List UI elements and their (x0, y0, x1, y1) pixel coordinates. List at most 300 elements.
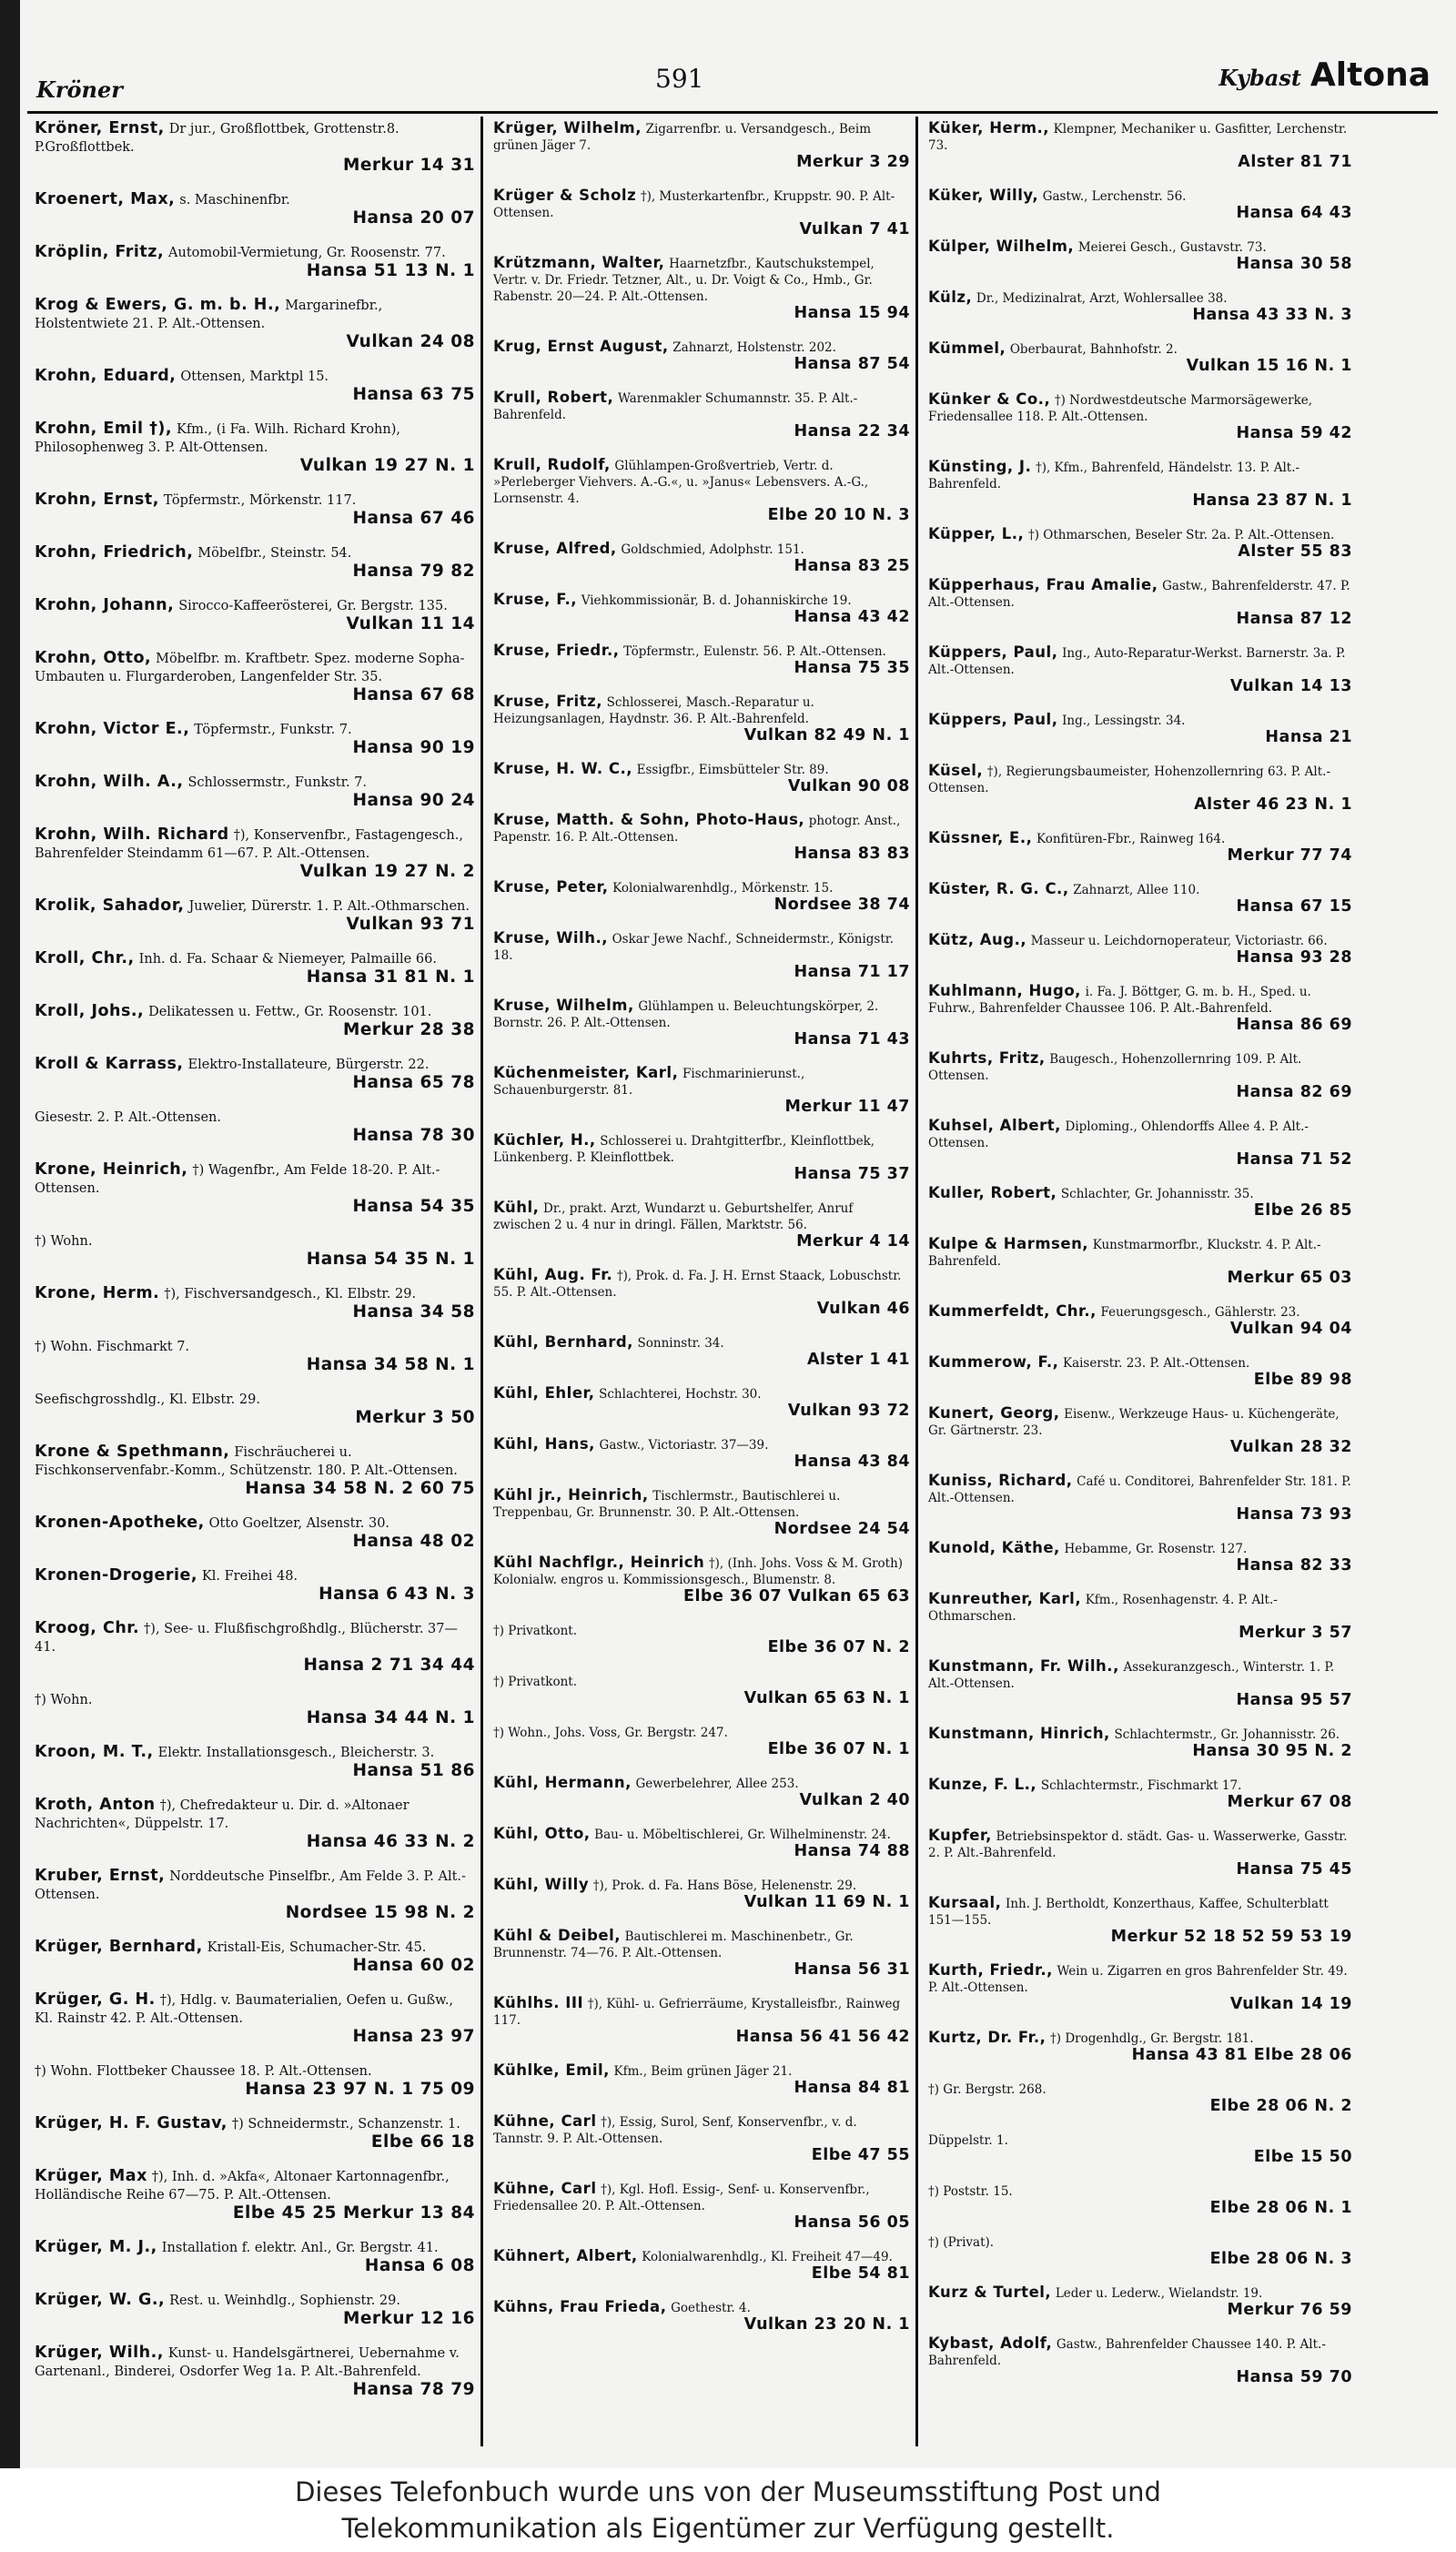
entry-description: Fischräucherei u. Fischkonservenfabr.-Komm., Schützenstr. 180. P. Alt.-Ottensen. (35, 1445, 458, 1478)
directory-entry (921, 1959, 1358, 2016)
entry-text (35, 1744, 475, 1762)
entry-description: Gewerbelehrer, Allee 253. (635, 1777, 799, 1791)
entry-name: Krohn, Johann, (35, 596, 175, 614)
entry-name: Kühl, (493, 1199, 540, 1216)
directory-entry (921, 1114, 1358, 1171)
entry-text (35, 2292, 475, 2310)
entry-description: †), Essig, Surol, Senf, Konservenfbr., v. d. Tannstr. 9. P. Alt.-Ottensen. (493, 2115, 857, 2146)
entry-name: Kruse, Friedr., (493, 642, 620, 659)
entry-text (928, 712, 1352, 729)
entry-phone-number: Elbe 54 81 (811, 2264, 910, 2283)
entry-phone-number: Hansa 74 88 (794, 1842, 910, 1860)
entry-phone-number: Merkur 3 29 (796, 153, 910, 171)
entry-name: Krog & Ewers, G. m. b. H., (35, 296, 281, 314)
entry-text (35, 491, 475, 510)
entry-name: Kühl Nachflgr., Heinrich (493, 1554, 705, 1571)
entry-name: Kruber, Ernst, (35, 1867, 166, 1885)
entry-description: Inh. d. Fa. Schaar & Niemeyer, Palmaille 66. (138, 952, 437, 967)
entry-description: Rest. u. Weinhdlg., Sophienstr. 29. (169, 2294, 400, 2308)
directory-entry (27, 1105, 480, 1148)
entry-name: Kruse, Alfred, (493, 540, 617, 557)
entry-text (35, 1391, 475, 1409)
directory-entry (27, 1793, 480, 1854)
entry-text (928, 526, 1352, 543)
directory-column-1 (27, 116, 480, 2439)
entry-description: Haarnetzfbr., Kautschukstempel, Vertr. v. Dr. Friedr. Tetzner, Alt., u. Dr. Voigt & Co., Hmb., Gr. Rabenstr. 20—24. P. Alt.-Ottensen. (493, 257, 875, 304)
entry-text (928, 2284, 1352, 2302)
entry-name: Kronen-Apotheke, (35, 1514, 205, 1532)
entry-name: Külper, Wilhelm, (928, 238, 1075, 255)
directory-entry (486, 1551, 915, 1608)
entry-description: †) Privatkont. (493, 1624, 577, 1638)
entry-text (493, 1065, 910, 1099)
entry-phone-number: Hansa 54 35 (352, 1197, 475, 1216)
entry-text (35, 826, 475, 863)
entry-name: Krull, Robert, (493, 389, 614, 406)
directory-entry (27, 417, 480, 478)
entry-text (35, 1620, 475, 1656)
entry-phone-number: Merkur 52 18 52 59 53 19 (1110, 1928, 1352, 1946)
entry-description: Baugesch., Hohenzollernring 109. P. Alt. Ottensen. (928, 1052, 1302, 1083)
entry-text (35, 2344, 475, 2381)
entry-description: †), Chefredakteur u. Dir. d. »Altonaer Nachrichten«, Düppelstr. 17. (35, 1798, 410, 1831)
directory-entry (486, 690, 915, 747)
entry-phone-number: Hansa 34 58 (352, 1302, 475, 1322)
entry-phone-number: Alster 55 83 (1238, 542, 1352, 561)
entry-text (35, 1285, 475, 1303)
entry-phone-number: Hansa 34 58 N. 2 60 75 (245, 1479, 475, 1498)
entry-name: Kruse, Wilhelm, (493, 997, 634, 1014)
entry-name: Krüger, Wilh., (35, 2344, 164, 2362)
directory-entry (27, 1158, 480, 1219)
directory-entry (486, 335, 915, 376)
entry-text (928, 1405, 1352, 1439)
entry-name: Krüger, Max (35, 2167, 147, 2185)
entry-text (928, 1118, 1352, 1151)
entry-description: †) Wohn., Johs. Voss, Gr. Bergstr. 247. (493, 1726, 728, 1740)
entry-phone-number: Hansa 34 58 N. 1 (306, 1355, 475, 1374)
entry-phone-number: Hansa 43 84 (794, 1453, 910, 1471)
entry-text (493, 120, 910, 154)
entry-description: Dr jur., Großflottbek, Grottenstr.8. P.Großflottbek. (35, 122, 399, 155)
entry-description: Dr., Medizinalrat, Arzt, Wohlersallee 38. (976, 291, 1228, 306)
entry-name: Kroth, Anton (35, 1796, 156, 1814)
entry-description: Bau- u. Möbeltischlerei, Gr. Wilhelminenstr. 24. (594, 1828, 891, 1842)
entry-description: Zahnarzt, Allee 110. (1073, 883, 1200, 897)
entry-description: Schlachter, Gr. Johannisstr. 35. (1060, 1187, 1254, 1201)
entry-text (35, 1991, 475, 2028)
entry-name: Kuller, Robert, (928, 1184, 1057, 1201)
directory-entry (486, 1669, 915, 1710)
entry-text (493, 1928, 910, 1961)
entry-name: Kroll, Chr., (35, 949, 135, 967)
entry-text (35, 297, 475, 333)
entry-name: Krüger, Bernhard, (35, 1938, 203, 1956)
entry-text (493, 1334, 910, 1352)
directory-entry (27, 770, 480, 813)
entry-text (493, 457, 910, 507)
entry-description: Norddeutsche Pinselfbr., Am Felde 3. P. Alt.-Ottensen. (35, 1869, 466, 1902)
entry-description: Essigfbr., Eimsbütteler Str. 89. (636, 763, 829, 777)
directory-entry (27, 2164, 480, 2225)
entry-name: Külz, (928, 289, 973, 306)
entry-phone-number: Hansa 79 82 (352, 562, 475, 581)
entry-text (493, 187, 910, 221)
entry-description: Automobil-Vermietung, Gr. Roosenstr. 77. (168, 246, 446, 260)
entry-phone-number: Hansa 71 52 (1236, 1150, 1352, 1169)
entry-description: photogr. Anst., Papenstr. 16. P. Alt.-Ottensen. (493, 814, 901, 845)
entry-description: †) Wohn. (35, 1234, 93, 1249)
entry-name: Kupfer, (928, 1827, 992, 1844)
entry-name: Kühl, Otto, (493, 1825, 591, 1842)
directory-entry (27, 240, 480, 283)
directory-entry (486, 2059, 915, 2100)
entry-text (35, 2168, 475, 2204)
entry-description: †) Othmarschen, Beseler Str. 2a. P. Alt.-Ottensen. (1027, 528, 1335, 542)
entry-phone-number: Elbe 28 06 N. 3 (1209, 2250, 1352, 2268)
entry-description: Seefischgrosshdlg., Kl. Elbstr. 29. (35, 1392, 260, 1407)
entry-name: Kurz & Turtel, (928, 2284, 1052, 2301)
directory-entry (486, 386, 915, 443)
entry-phone-number: Hansa 34 44 N. 1 (306, 1708, 475, 1727)
entry-description: Tischlermstr., Bautischlerei u. Treppenbau, Gr. Brunnenstr. 30. P. Alt.-Ottensen. (493, 1489, 841, 1520)
entry-phone-number: Elbe 66 18 (370, 2132, 475, 2152)
entry-name: Krohn, Wilh. A., (35, 773, 184, 791)
entry-description: Töpfermstr., Funkstr. 7. (194, 723, 352, 737)
entry-text (35, 650, 475, 686)
entry-phone-number: Hansa 21 (1265, 728, 1352, 746)
entry-description: Margarinefbr., Holstentwiete 21. P. Alt.-Ottensen. (35, 299, 383, 331)
directory-entry (27, 1988, 480, 2049)
entry-description: Oberbaurat, Bahnhofstr. 2. (1009, 342, 1178, 357)
directory-entry (27, 2235, 480, 2278)
entry-description: †), Hdlg. v. Baumaterialien, Oefen u. Gußw., Kl. Rainstr 42. P. Alt.-Ottensen. (35, 1993, 454, 2026)
entry-text (35, 1797, 475, 1833)
directory-entry (486, 1618, 915, 1659)
entry-phone-number: Alster 46 23 N. 1 (1194, 795, 1352, 814)
entry-name: Künker & Co., (928, 390, 1051, 408)
entry-text (493, 541, 910, 558)
directory-entry (921, 1351, 1358, 1392)
directory-entry (486, 1771, 915, 1812)
entry-description: Ottensen, Marktpl 15. (180, 370, 329, 384)
entry-text (493, 998, 910, 1031)
entry-text (493, 1200, 910, 1233)
directory-entry (27, 1440, 480, 1501)
entry-phone-number: Hansa 82 33 (1236, 1556, 1352, 1575)
directory-entry (27, 1052, 480, 1095)
entry-text (35, 1939, 475, 1957)
entry-description: Goethestr. 4. (671, 2301, 751, 2315)
entry-name: Kruse, Peter, (493, 878, 609, 896)
entry-text (928, 1540, 1352, 1557)
directory-entry (27, 1511, 480, 1554)
entry-name: Kröplin, Fritz, (35, 243, 165, 261)
entry-text (35, 897, 475, 916)
entry-description: Zigarrenfbr. u. Versandgesch., Beim grünen Jäger 7. (493, 122, 872, 153)
entry-phone-number: Vulkan 82 49 N. 1 (743, 726, 910, 744)
entry-name: Küster, R. G. C., (928, 880, 1069, 897)
entry-text (493, 694, 910, 727)
entry-description: s. Maschinenfbr. (179, 193, 290, 208)
entry-name: Kühlke, Emil, (493, 2061, 610, 2079)
entry-description: Juwelier, Dürerstr. 1. P. Alt.-Othmarschen. (188, 899, 470, 914)
entry-text (928, 1777, 1352, 1794)
entry-phone-number: Hansa 90 24 (352, 791, 475, 810)
directory-entry (27, 116, 480, 177)
entry-text (493, 2113, 910, 2147)
directory-entry (486, 1433, 915, 1473)
entry-name: Kruse, Matth. & Sohn, Photo-Haus, (493, 811, 805, 828)
entry-text (35, 368, 475, 386)
entry-name: Krohn, Friedrich, (35, 543, 194, 562)
entry-text (493, 930, 910, 964)
directory-entry (921, 2230, 1358, 2271)
entry-description: Viehkommissionär, B. d. Johanniskirche 19. (581, 593, 852, 608)
directory-entry (27, 1229, 480, 1271)
entry-name: Kröner, Ernst, (35, 119, 165, 137)
entry-text (493, 1554, 910, 1588)
entry-name: Küsel, (928, 762, 984, 779)
directory-entry (921, 337, 1358, 378)
entry-name: Krone & Spethmann, (35, 1443, 230, 1461)
entry-description: Masseur u. Leichdornoperateur, Victoriastr. 66. (1030, 934, 1328, 948)
directory-entry (486, 1720, 915, 1761)
entry-text (35, 950, 475, 968)
entry-description: Wein u. Zigarren en gros Bahrenfelder Str. 49. P. Alt.-Ottensen. (928, 1964, 1348, 1995)
directory-entry (486, 1873, 915, 1914)
entry-text (35, 244, 475, 262)
entry-name: Küpper, L., (928, 525, 1025, 542)
entry-text (35, 1443, 475, 1480)
entry-phone-number: Hansa 93 28 (1236, 948, 1352, 967)
directory-entry (486, 757, 915, 798)
directory-entry (27, 1687, 480, 1730)
entry-description: Schlachterei, Hochstr. 30. (599, 1387, 762, 1402)
directory-entry (486, 2177, 915, 2234)
directory-entry (486, 2110, 915, 2167)
entry-text (928, 932, 1352, 949)
entry-name: Kühl, Willy (493, 1876, 590, 1893)
entry-description: Otto Goeltzer, Alsenstr. 30. (208, 1516, 390, 1531)
directory-entry (486, 1822, 915, 1863)
entry-phone-number: Elbe 15 50 (1253, 2148, 1352, 2166)
entry-name: Krüger, W. G., (35, 2291, 166, 2309)
entry-description: Elektr. Installationsgesch., Bleicherstr. 3. (157, 1746, 435, 1760)
directory-entry (27, 541, 480, 583)
directory-entry (486, 116, 915, 174)
entry-name: Kruse, H. W. C., (493, 760, 633, 777)
entry-description: Schlosserei u. Drahtgitterfbr., Kleinflottbek, Lünkenberg. P. Kleinflottbek. (493, 1134, 875, 1165)
entry-phone-number: Vulkan 93 71 (346, 915, 475, 934)
entry-description: †) Privatkont. (493, 1675, 577, 1689)
entry-description: Café u. Conditorei, Bahrenfelder Str. 181. P. Alt.-Ottensen. (928, 1474, 1351, 1505)
entry-phone-number: Hansa 56 31 (794, 1960, 910, 1979)
entry-text (493, 1995, 910, 2029)
entry-name: Kühl, Bernhard, (493, 1333, 633, 1351)
entry-description: Kfm., Rosenhagenstr. 4. P. Alt.-Othmarschen. (928, 1593, 1278, 1624)
directory-entry (486, 1263, 915, 1321)
entry-name: Küker, Herm., (928, 119, 1050, 137)
directory-entry (27, 947, 480, 989)
entry-description: Giesestr. 2. P. Alt.-Ottensen. (35, 1110, 222, 1125)
entry-name: Kühl, Hermann, (493, 1774, 632, 1791)
entry-text (928, 830, 1352, 847)
footer-line-1: Dieses Telefonbuch wurde uns von der Museumsstiftung Post und (295, 2476, 1161, 2507)
entry-name: Kühns, Frau Frieda, (493, 2298, 667, 2315)
page-edge-shadow (0, 0, 20, 2468)
entry-description: Kaiserstr. 23. P. Alt.-Ottensen. (1062, 1356, 1250, 1371)
entry-phone-number: Hansa 30 58 (1236, 255, 1352, 273)
entry-text (493, 2248, 910, 2265)
entry-text (928, 1236, 1352, 1270)
directory-entry (486, 1484, 915, 1541)
entry-text (928, 1185, 1352, 1202)
entry-name: Kronen-Drogerie, (35, 1566, 197, 1585)
entry-phone-number: Hansa 23 97 (352, 2027, 475, 2046)
entry-phone-number: Hansa 87 54 (794, 355, 910, 373)
entry-text (493, 1826, 910, 1843)
entry-text (928, 391, 1352, 425)
entry-description: i. Fa. J. Böttger, G. m. b. H., Sped. u. Fuhrw., Bahrenfelder Chaussee 106. P. Alt.-Bahrenfeld. (928, 985, 1311, 1016)
entry-phone-number: Nordsee 38 74 (774, 896, 910, 914)
entry-phone-number: Hansa 82 69 (1236, 1083, 1352, 1101)
entry-name: Krohn, Victor E., (35, 720, 190, 738)
entry-text (35, 1056, 475, 1074)
entry-text (35, 1161, 475, 1198)
directory-entry (921, 2179, 1358, 2220)
entry-description: Bautischlerei m. Maschinenbetr., Gr. Brunnenstr. 74—76. P. Alt.-Ottensen. (493, 1929, 854, 1960)
directory-entry (486, 927, 915, 984)
directory-entry (27, 1564, 480, 1606)
entry-description: Töpfermstr., Eulenstr. 56. P. Alt.-Ottensen. (623, 644, 886, 659)
entry-name: Küpperhaus, Frau Amalie, (928, 576, 1158, 593)
entry-description: Warenmakler Schumannstr. 35. P. Alt.-Bahrenfeld. (493, 391, 858, 422)
entry-description: †) Nordwestdeutsche Marmorsägewerke, Friedensallee 118. P. Alt.-Ottensen. (928, 393, 1313, 424)
entry-text (493, 1775, 910, 1792)
entry-description: Kunst- u. Handelsgärtnerei, Uebernahme v. Gartenanl., Binderei, Osdorfer Weg 1a. P. Alt.-Bahrenfeld. (35, 2346, 460, 2379)
entry-name: Kunreuther, Karl, (928, 1590, 1082, 1607)
entry-phone-number: Hansa 71 17 (794, 963, 910, 981)
entry-description: Installation f. elektr. Anl., Gr. Bergstr. 41. (161, 2241, 439, 2255)
directory-entry (27, 1334, 480, 1377)
entry-phone-number: Hansa 56 41 56 42 (735, 2028, 910, 2046)
entry-text (493, 390, 910, 423)
entry-name: Krohn, Wilh. Richard (35, 825, 229, 844)
entry-name: Kroog, Chr. (35, 1619, 140, 1637)
footer-line-2: Telekommunikation als Eigentümer zur Verfügung gestellt. (341, 2513, 1115, 2544)
entry-name: Kruse, Fritz, (493, 693, 602, 710)
entry-phone-number: Hansa 87 12 (1236, 610, 1352, 628)
entry-phone-number: Hansa 22 34 (794, 422, 910, 441)
entry-phone-number: Hansa 6 08 (364, 2256, 475, 2275)
directory-entry (921, 1402, 1358, 1459)
entry-name: Krone, Herm. (35, 1284, 160, 1302)
entry-name: Kruse, F., (493, 591, 578, 608)
entry-name: Krolik, Sahador, (35, 896, 185, 915)
entry-text (493, 643, 910, 660)
entry-description: Assekuranzgesch., Winterstr. 1. P. Alt.-Ottensen. (928, 1660, 1335, 1691)
column-divider (480, 116, 483, 2446)
entry-name: Krüger & Scholz (493, 187, 637, 204)
entry-name: Kühl, Ehler, (493, 1384, 595, 1402)
entry-phone-number: Hansa 64 43 (1236, 204, 1352, 222)
entry-text (493, 1436, 910, 1453)
entry-text (493, 879, 910, 896)
directory-entry (27, 1387, 480, 1430)
directory-entry (921, 1824, 1358, 1881)
entry-description: †), Prok. d. Fa. J. H. Ernst Staack, Lobuschstr. 55. P. Alt.-Ottensen. (493, 1269, 902, 1300)
entry-description: Ing., Lessingstr. 34. (1062, 714, 1186, 728)
entry-text (35, 191, 475, 209)
entry-text (928, 2335, 1352, 2369)
directory-entry (27, 2059, 480, 2101)
entry-phone-number: Hansa 59 42 (1236, 424, 1352, 442)
entry-description: Inh. J. Bertholdt, Konzerthaus, Kaffee, Schulterblatt 151—155. (928, 1897, 1329, 1928)
directory-entry (921, 1773, 1358, 1814)
entry-phone-number: Vulkan 65 63 N. 1 (743, 1689, 910, 1707)
entry-description: Hebamme, Gr. Rosenstr. 127. (1064, 1542, 1248, 1556)
directory-entry (27, 717, 480, 760)
entry-text (35, 597, 475, 615)
directory-entry (921, 928, 1358, 969)
entry-text (928, 1050, 1352, 1084)
entry-name: Kühnert, Albert, (493, 2247, 638, 2264)
entry-description: Goldschmied, Adolphstr. 151. (621, 542, 804, 557)
entry-description: Betriebsinspektor d. städt. Gas- u. Wasserwerke, Gasstr. 2. P. Alt.-Bahrenfeld. (928, 1829, 1348, 1860)
entry-phone-number: Vulkan 94 04 (1229, 1320, 1352, 1338)
entry-text (35, 2115, 475, 2133)
entry-description: Schlachtermstr., Fischmarkt 17. (1040, 1778, 1242, 1793)
entry-text (928, 1658, 1352, 1692)
directory-entry (486, 2244, 915, 2285)
directory-entry (27, 1864, 480, 1925)
entry-name: Kuniss, Richard, (928, 1472, 1073, 1489)
entry-phone-number: Vulkan 90 08 (787, 777, 910, 795)
entry-phone-number: Hansa 75 37 (794, 1165, 910, 1183)
entry-text (928, 2081, 1352, 2098)
entry-name: Krug, Ernst August, (493, 338, 669, 355)
entry-description: Schlosserei, Masch.-Reparatur u. Heizungsanlagen, Haydnstr. 36. P. Alt.-Bahrenfeld. (493, 695, 814, 726)
entry-text (493, 1267, 910, 1301)
entry-description: Möbelfbr., Steinstr. 54. (197, 546, 352, 561)
directory-entry (27, 1616, 480, 1677)
directory-entry (921, 1300, 1358, 1341)
entry-text (35, 544, 475, 562)
directory-entry (921, 235, 1358, 276)
entry-description: Kolonialwarenhdlg., Kl. Freiheit 47—49. (642, 2250, 893, 2264)
entry-description: Diploming., Ohlendorffs Allee 4. P. Alt.-Ottensen. (928, 1119, 1309, 1150)
entry-description: †) Wohn. Fischmarkt 7. (35, 1340, 190, 1354)
entry-text (928, 289, 1352, 307)
entry-description: Schlachtermstr., Gr. Johannisstr. 26. (1114, 1727, 1340, 1742)
entry-phone-number: Hansa 20 07 (352, 208, 475, 228)
directory-entry (486, 1991, 915, 2049)
entry-description: Kfm., Beim grünen Jäger 21. (613, 2064, 793, 2079)
entry-phone-number: Alster 81 71 (1238, 153, 1352, 171)
entry-name: Kühl, Hans, (493, 1435, 595, 1453)
entry-phone-number: Elbe 28 06 N. 2 (1209, 2097, 1352, 2115)
entry-description: Kolonialwarenhdlg., Mörkenstr. 15. (612, 881, 834, 896)
entry-phone-number: Hansa 67 68 (352, 685, 475, 704)
entry-phone-number: Vulkan 28 32 (1229, 1438, 1352, 1456)
entry-phone-number: Hansa 51 13 N. 1 (306, 261, 475, 280)
entry-description: Möbelfbr. m. Kraftbetr. Spez. moderne Sopha-Umbauten u. Flurgarderoben, Langenfelder Str. 35. (35, 652, 465, 684)
directory-entry (921, 522, 1358, 563)
entry-description: Feuerungsgesch., Gählerstr. 23. (1100, 1305, 1300, 1320)
header-city: Altona (1309, 56, 1431, 94)
entry-description: Oskar Jewe Nachf., Schneidermstr., Königstr. 18. (493, 932, 895, 963)
